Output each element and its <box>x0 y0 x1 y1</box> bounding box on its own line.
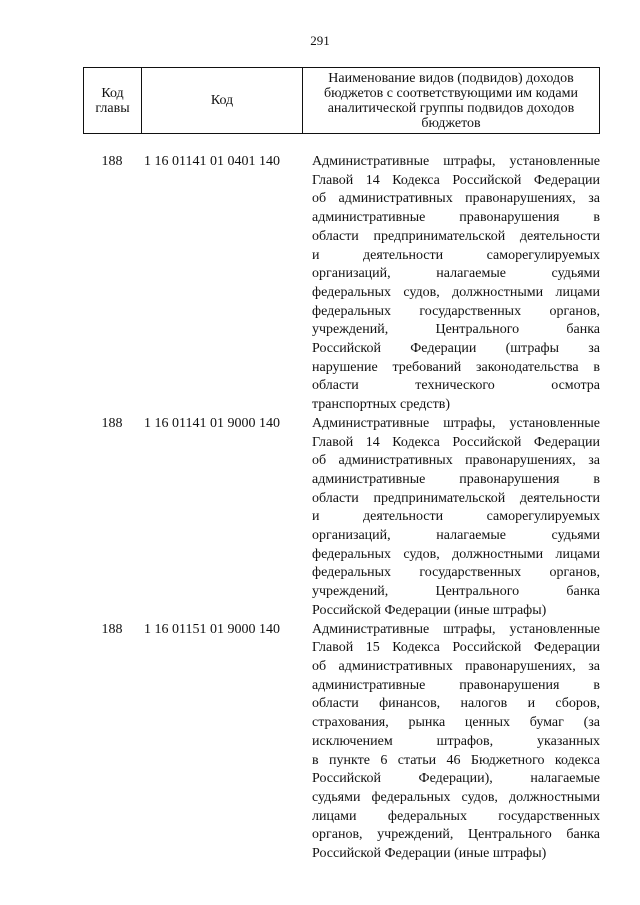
description-line: об административных правонарушениях, за <box>312 453 600 469</box>
description-line: административные правонарушения в <box>312 210 600 226</box>
table-row <box>83 621 600 864</box>
description-line: органов, учреждений, Центрального банка <box>312 827 600 843</box>
row-glava: 188 <box>101 154 123 169</box>
description-line: организаций, налагаемые судьями <box>312 528 600 544</box>
description-line: Российской Федерации), налагаемые <box>312 771 600 787</box>
description-line: Административные штрафы, установленные <box>312 621 600 637</box>
description-line: учреждений, Центрального банка <box>312 584 600 600</box>
row-description <box>312 415 600 621</box>
description-line: Главой 15 Кодекса Российской Федерации <box>312 640 600 656</box>
description-line: судьями федеральных судов, должностными <box>312 789 600 805</box>
description-line: области финансов, налогов и сборов, <box>312 696 600 712</box>
description-line: транспортных средств) <box>312 397 451 413</box>
description-line: и деятельности саморегулируемых <box>312 509 600 525</box>
row-glava: 188 <box>101 415 123 431</box>
row-description <box>312 621 600 864</box>
description-line: федеральных судов, должностными лицами <box>312 284 600 300</box>
row-kod: 1 16 01141 01 9000 140 <box>144 415 280 431</box>
description-line: административные правонарушения в <box>312 677 600 693</box>
description-line: Административные штрафы, установленные <box>312 415 600 431</box>
description-line: Российской Федерации (иные штрафы) <box>312 602 547 618</box>
description-line: и деятельности саморегулируемых <box>312 247 600 263</box>
description-line: административные правонарушения в <box>312 471 600 487</box>
description-line: Российской Федерации (штрафы за <box>312 341 600 357</box>
description-line: Главой 14 Кодекса Российской Федерации <box>312 172 600 188</box>
description-line: федеральных государственных органов, <box>312 303 600 319</box>
row-description <box>312 153 600 415</box>
description-line: исключением штрафов, указанных <box>312 733 600 749</box>
description-line: федеральных судов, должностными лицами <box>312 546 600 562</box>
description-line: лицами федеральных государственных <box>312 808 600 824</box>
row-kod: 1 16 01151 01 9000 140 <box>144 621 280 637</box>
description-line: об административных правонарушениях, за <box>312 191 600 207</box>
table-body <box>83 153 600 864</box>
header-col-glava: Код главы <box>84 68 142 133</box>
table-row <box>83 415 600 621</box>
description-line: в пункте 6 статьи 46 Бюджетного кодекса <box>312 752 600 768</box>
description-line: Главой 14 Кодекса Российской Федерации <box>312 434 600 450</box>
description-line: Административные штрафы, установленные <box>312 154 600 169</box>
row-glava: 188 <box>101 621 123 637</box>
description-line: организаций, налагаемые судьями <box>312 266 600 282</box>
page-number: 291 <box>310 33 330 48</box>
description-line: нарушение требований законодательства в <box>312 359 600 375</box>
table-header <box>83 67 600 134</box>
description-line: федеральных государственных органов, <box>312 565 600 581</box>
description-line: учреждений, Центрального банка <box>312 322 600 338</box>
row-kod: 1 16 01141 01 0401 140 <box>144 154 280 169</box>
description-line: области предпринимательской деятельности <box>312 490 600 506</box>
table-row <box>83 153 600 415</box>
description-line: об административных правонарушениях, за <box>312 658 600 674</box>
description-line: страхования, рынка ценных бумаг (за <box>312 715 600 731</box>
header-col-name: Наименование видов (подвидов) доходов бюджетов с соответствующими им кодами аналитической группы подвидов доходов бюджетов <box>324 70 578 131</box>
header-col-kod: Код <box>142 68 303 133</box>
description-line: области предпринимательской деятельности <box>312 228 600 244</box>
description-line: области технического осмотра <box>312 378 600 394</box>
description-line: Российской Федерации (иные штрафы) <box>312 846 547 862</box>
